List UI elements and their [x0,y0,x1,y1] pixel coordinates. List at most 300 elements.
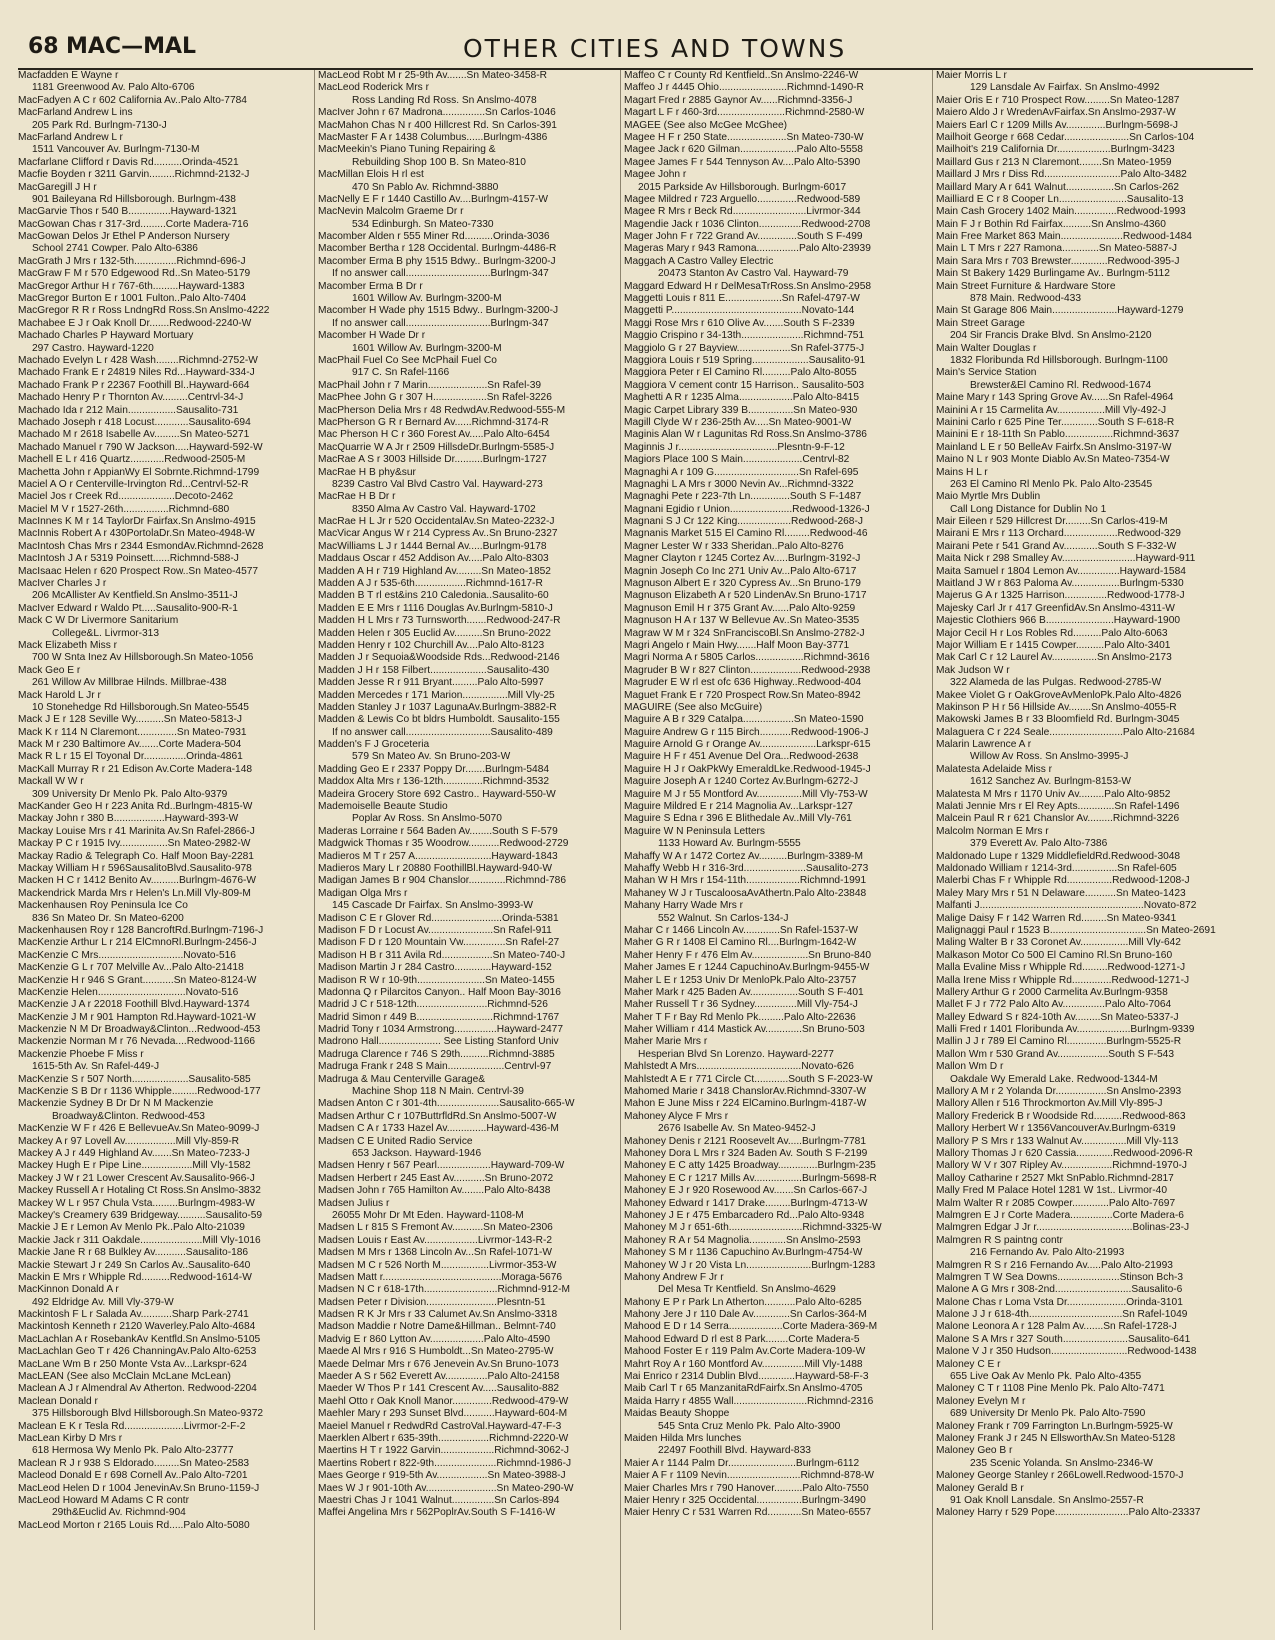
listing-entry: MacIntosh Chas Mrs r 2344 EsmondAv.Richmnd-2628 [18,540,264,552]
listing-entry: MacMillan Elois H rl est [318,169,424,181]
listing-entry: Maloney C E r [936,1358,1001,1370]
listing-entry: Mackie Jane R r 68 Bulkley Av...........Sausalito-186 [18,1247,249,1259]
listing-entry: Madden B T rl est&ins 210 Caledonia..Sausalito-60 [318,590,549,602]
column-divider [932,70,933,1630]
listing-entry: Main Street Furniture & Hardware Store [936,280,1116,292]
listing-address-line: 689 University Dr Menlo Pk. Palo Alto-7590 [950,1408,1146,1420]
listing-entry: Mack K r 114 N Claremont..............Sn Mateo-7931 [18,726,247,738]
listing-entry: Magnaghi A r 109 G..............................Sn Rafel-695 [624,466,859,478]
listing-entry: Mally Fred M Palace Hotel 1281 W 1st.. Livrmor-40 [936,1185,1167,1197]
listing-entry: Mackall W W r [18,776,84,788]
listing-address-line: 1601 Willow Av. Burlngm-3200-M [352,293,502,305]
listing-entry: Magee R Mrs r Beck Rd..........................Livrmor-344 [624,206,861,218]
listing-entry: Maguire Mildred E r 214 Magnolia Av...Larkspr-127 [624,801,853,813]
column-divider [314,70,315,1630]
listing-entry: Machado Manuel r 790 W Jackson.....Hayward-592-W [18,441,263,453]
listing-entry: Madison F D r Locust Av.......................Sn Rafel-911 [318,924,552,936]
listing-entry: Malarin Lawrence A r [936,739,1032,751]
listing-entry: Mackendrick Marda Mrs r Helen's Ln.Mill Vly-809-M [18,887,251,899]
listing-entry: Maher Henry F r 476 Elm Av....................Sn Bruno-840 [624,949,872,961]
listing-entry: Maidas Beauty Shoppe [624,1408,730,1420]
listing-entry: Maciel Jos r Creek Rd....................Decoto-2462 [18,491,234,503]
listing-entry: Main St Garage 806 Main.......................Hayward-1279 [936,305,1184,317]
listing-entry: MacPherson Delia Mrs r 48 RedwdAv.Redwood-555-M [318,404,566,416]
listing-entry: MacKenzie H r 946 S Grant...........Sn Mateo-8124-W [18,974,257,986]
listing-entry: Madieros M T r 257 A...........................Hayward-1843 [318,850,558,862]
listing-entry: Maggetti P..............................................Novato-144 [624,305,855,317]
listing-entry: Madsen Peter r Division.........................Plesntn-51 [318,1296,546,1308]
listing-entry: Machado Ida r 212 Main.................Sausalito-731 [18,404,239,416]
listing-entry: Mallery Arthur G r 2000 Carmelita Av.Burlngm-9358 [936,986,1168,998]
listing-entry: MacNevin Malcolm Graeme Dr r [318,206,464,218]
listing-entry: MacKall Murray R r 21 Edison Av.Corte Madera-148 [18,763,253,775]
listing-entry: MacKenzie J A r 22018 Foothill Blvd.Hayward-1374 [18,999,250,1011]
listing-entry: Maclean R J r 938 S Eldorado.........Sn Mateo-2583 [18,1457,250,1469]
listing-entry: Malla Evaline Miss r Whipple Rd.........Redwood-1271-J [936,962,1186,974]
listing-address-line: School 2741 Cowper. Palo Alto-6386 [32,243,198,255]
listing-address-line: Brewster&El Camino Rl. Redwood-1674 [970,379,1152,391]
listing-entry: Mack Geo E r [18,664,81,676]
listing-entry: MacRae H B Dr r [318,491,396,503]
listing-address-line: 836 Sn Mateo Dr. Sn Mateo-6200 [32,912,184,924]
listing-address-line: Hesperian Blvd Sn Lorenzo. Hayward-2277 [638,1048,834,1060]
listing-entry: Malatesta M Mrs r 1170 Univ Av.........Palo Alto-9852 [936,788,1171,800]
listing-entry: Mahlstedt A E r 771 Circle Ct............South S F-2023-W [624,1073,873,1085]
listing-entry: MacWilliams L J r 1444 Bernal Av.....Burlngm-9178 [318,540,547,552]
listing-address-line: 235 Scenic Yolanda. Sn Anslmo-2346-W [970,1457,1153,1469]
listing-entry: MacLeod Morton r 2165 Louis Rd.....Palo Alto-5080 [18,1519,250,1531]
listing-entry: MacVicar Angus W r 214 Cypress Av..Sn Bruno-2327 [318,528,558,540]
listing-entry: Mahony E P r Park Ln Atherton...........Palo Alto-6285 [624,1296,862,1308]
listing-entry: MacGowan Delos Jr Ethel P Anderson Nursery [18,231,230,243]
listing-entry: Mackay William H r 596SausalitoBlvd.Sausalito-978 [18,863,252,874]
listing-address-line: 206 McAllister Av Kentfield.Sn Anslmo-3511-J [32,590,238,602]
listing-entry: Magiors Place 100 S Main.....................Centrvl-82 [624,454,850,466]
listing-entry: Maggi Rose Mrs r 610 Olive Av.......South S F-2339 [624,317,855,329]
listing-entry: Madigan James B r 904 Chanslor.............Richmnd-786 [318,875,567,887]
listing-address-line: Call Long Distance for Dublin No 1 [950,503,1107,515]
listing-entry: Machado Evelyn L r 428 Wash........Richmnd-2752-W [18,354,258,366]
listing-entry: Maillard Gus r 213 N Claremont........Sn Mateo-1959 [936,156,1172,168]
listing-entry: Maloney Geo B r [936,1445,1013,1457]
listing-entry: Maling Walter B r 33 Coronet Av.................Mill Vly-642 [936,937,1181,949]
listing-entry: Maguet Frank E r 720 Prospect Row.Sn Mateo-8942 [624,689,861,701]
listing-entry: MacKenzie J M r 901 Hampton Rd.Hayward-1021-W [18,1011,256,1023]
listing-entry: Macomber H Wade phy 1515 Bdwy.. Burlngm-3200-J [318,305,559,317]
alpha-range: MAC—MAL [66,34,197,59]
listing-entry: MacGregor Burton E r 1001 Fulton..Palo Alto-7404 [18,293,247,305]
listing-entry: Mahoney Dora L Mrs r 324 Baden Av. South S F-2199 [624,1147,868,1159]
listing-entry: Mallory Herbert W r 1356VancouverAv.Burlngm-6319 [936,1123,1176,1135]
listing-entry: MacQuarrie W A Jr r 2509 HillsdeDr.Burlngm-5585-J [318,441,555,453]
listing-entry: MacRae H B phy&sur [318,466,416,478]
listing-entry: Magnaghi Pete r 223-7th Ln..............South S F-1487 [624,491,862,503]
listing-entry: Maloney Frank J r 245 N EllsworthAv.Sn Mateo-5128 [936,1432,1176,1444]
listing-column-4 [936,70,1236,1630]
listing-address-line: 2015 Parkside Av Hillsborough. Burlngm-6017 [638,181,847,193]
listing-address-line: 1511 Vancouver Av. Burlngm-7130-M [32,144,200,156]
listing-entry: Madison F D r 120 Mountain Vw...............Sn Rafel-27 [318,937,560,949]
listing-entry: Madsen John r 765 Hamilton Av........Palo Alto-8438 [318,1185,551,1197]
listing-entry: Major Cecil H r Los Robles Rd..........Palo Alto-6063 [936,627,1168,639]
listing-entry: Maehl Otto r Oak Knoll Manor..............Redwood-479-W [318,1395,569,1407]
listing-entry: Maine Mary r 143 Spring Grove Av......Sn Rafel-4964 [936,392,1174,404]
listing-entry: Maddox Alta Mrs r 136-12th..............Richmnd-3532 [318,776,550,788]
listing-entry: Mallin J J r 789 El Camino Rl..............Burlngm-5525-R [936,1036,1182,1048]
listing-entry: Mackey W L r 957 Chula Vsta.........Burlngm-4983-W [18,1197,255,1209]
listing-entry: MacMaster F A r 1438 Columbus......Burlngm-4386 [318,131,548,143]
listing-address-line: 1601 Willow Av. Burlngm-3200-M [352,342,502,354]
listing-entry: Madsen M C r 526 North M.................Livrmor-353-W [318,1259,557,1271]
listing-entry: MacLeod Howard M Adams C R contr [18,1494,189,1506]
listing-entry: Maier Charles Mrs r 790 Hanover..........Palo Alto-7550 [624,1482,869,1494]
listing-entry: Mahlstedt A Mrs.....................................Novato-626 [624,1061,854,1073]
listing-entry: Maldonado Lupe r 1329 MiddlefieldRd.Redwood-3048 [936,850,1181,862]
listing-entry: Mackey A r 97 Lovell Av..................Mill Vly-859-R [18,1135,239,1147]
listing-entry: Maguire H F r 451 Avenue Del Ora...Redwood-2638 [624,751,859,763]
listing-entry: Magee H F r 250 State.....................Sn Mateo-730-W [624,131,864,143]
listing-entry: Mallory P S Mrs r 133 Walnut Av................Mill Vly-113 [936,1135,1179,1147]
listing-entry: MAGUIRE (See also McGuire) [624,701,763,713]
listing-entry: Madruga & Mau Centerville Garage& [318,1073,486,1085]
listing-entry: MacKenzie C Mrs..............................Novato-516 [18,949,236,961]
listing-entry: Malmgren R S paintng contr [936,1234,1063,1246]
listing-address-line: 22497 Foothill Blvd. Hayward-833 [658,1445,811,1457]
listing-entry: Madruga Clarence r 746 S 29th..........Richmnd-3885 [318,1048,555,1060]
listing-entry: Macomber H Wade Dr r [318,330,426,342]
listing-entry: MacLeod Roderick Mrs r [318,82,429,94]
listing-entry: Mair Eileen r 529 Hillcrest Dr.........Sn Carlos-419-M [936,516,1168,528]
listing-entry: MacKander Geo H r 223 Anita Rd..Burlngm-4815-W [18,801,253,813]
listing-entry: Machado Henry P r Thornton Av.........Centrvl-34-J [18,392,244,404]
listing-entry: Magee James F r 544 Tennyson Av....Palo Alto-5390 [624,156,861,168]
listing-entry: Maestri Chas J r 1041 Walnut...............Sn Carlos-894 [318,1494,560,1506]
listing-address-line: 700 W Snta Inez Av Hillsborough.Sn Mateo-1056 [32,652,254,664]
listing-entry: Maita Samuel r 1804 Lemon Av...............Hayward-1584 [936,565,1186,577]
listing-entry: Magart Fred r 2885 Gaynor Av......Richmnd-3356-J [624,94,853,106]
listing-address-line: 204 Sir Francis Drake Blvd. Sn Anslmo-2120 [950,330,1152,342]
listing-entry: Maede Delmar Mrs r 676 Jenevein Av.Sn Bruno-1073 [318,1358,559,1370]
listing-entry: Madsen L r 815 S Fremont Av...........Sn Mateo-2306 [318,1222,553,1234]
listing-entry: MacLeod Helen D r 1004 JenevinAv.Sn Bruno-1159-J [18,1482,260,1494]
listing-entry: Mack M r 230 Baltimore Av.......Corte Madera-504 [18,739,242,751]
listing-entry: Maguire A B r 329 Catalpa..................Sn Mateo-1590 [624,714,864,726]
listing-entry: Maghetti A R r 1235 Alma...................Palo Alto-8415 [624,392,860,404]
listing-entry: Magner Clayton r 1245 Cortez Av.....Burlngm-3192-J [624,553,861,565]
listing-entry: Madrid Tony r 1034 Armstrong...............Hayward-2477 [318,1024,563,1036]
listing-entry: Maillard J Mrs r Diss Rd...........................Palo Alto-3482 [936,169,1187,181]
listing-entry: Maloney Gerald B r [936,1482,1024,1494]
listing-entry: MAGEE (See also McGee McGhee) [624,119,788,131]
listing-entry: Machado Charles P Hayward Mortuary [18,330,194,342]
listing-entry: Maher L E r 1253 Univ Dr MenloPk.Palo Alto-23757 [624,974,857,986]
listing-entry: Mackenzie Norman M r 76 Nevada....Redwood-1166 [18,1036,256,1048]
listing-entry: Macken H C r 1412 Benito Av..........Burlngm-4676-W [18,875,256,887]
listing-entry: Mackay P C r 1915 Ivy.................Sn Mateo-2982-W [18,838,251,850]
listing-address-line: Ross Landing Rd Ross. Sn Anslmo-4078 [352,94,537,106]
listing-entry: Mackintosh Kenneth r 2120 Waverley.Palo Alto-4684 [18,1321,256,1333]
listing-entry: Malmgren T W Sea Downs......................Stinson Bch-3 [936,1271,1184,1283]
listing-entry: Main F J r Bothin Rd Fairfax..........Sn Anslmo-4360 [936,218,1166,230]
listing-entry: Mahoney E C r 1217 Mills Av.................Burlngm-5698-R [624,1172,877,1184]
listing-entry: Maede Al Mrs r 916 S Humboldt...Sn Mateo-2795-W [318,1346,554,1358]
listing-entry: Madden Helen r 305 Euclid Av..........Sn Bruno-2022 [318,627,551,639]
listing-address-line: 8350 Alma Av Castro Val. Hayward-1702 [352,503,536,515]
listing-entry: MacKenzie W F r 426 E BellevueAv.Sn Mateo-9099-J [18,1123,260,1135]
listing-entry: Malati Jennie Mrs r El Rey Apts.............Sn Rafel-1496 [936,801,1180,813]
listing-entry: Machado M r 2618 Isabelle Av.........Sn Mateo-5271 [18,429,250,441]
listing-entry: MacIver Edward r Waldo Pt.....Sausalito-900-R-1 [18,602,238,614]
listing-entry: MacLean Kirby D Mrs r [18,1432,123,1444]
listing-entry: Mack Elizabeth Miss r [18,639,118,651]
listing-address-line: 309 University Dr Menlo Pk. Palo Alto-9379 [32,788,228,800]
listing-entry: Machado Joseph r 418 Locust............Sausalito-694 [18,416,251,428]
listing-address-line: 297 Castro. Hayward-1220 [32,342,154,354]
listing-entry: MacRae A S r 3003 Hillside Dr..........Burlngm-1727 [318,454,547,466]
page-number: 68 [28,34,59,59]
listing-entry: Maguire S Edna r 396 E Blithedale Av..Mill Vly-761 [624,813,852,825]
listing-entry: Main's Service Station [936,367,1037,379]
listing-entry: MacPherson G R r Bernard Av......Richmnd-3174-R [318,416,549,428]
listing-entry: Mallet F J r 772 Palo Alto Av...............Palo Alto-7064 [936,999,1172,1011]
listing-entry: MacGaregill J H r [18,181,97,193]
listing-entry: Main Walter Douglas r [936,342,1037,354]
listing-entry: Madsen Louis r East Av...................Livrmor-143-R-2 [318,1234,553,1246]
listing-entry: Mak Judson W r [936,664,1010,676]
listing-entry: Magnanis Market 515 El Camino Rl.........Redwood-46 [624,528,868,540]
listing-address-line: 29th&Euclid Av. Richmnd-904 [52,1507,186,1519]
listing-address-line: 8239 Castro Val Blvd Castro Val. Hayward-273 [332,478,543,490]
listing-entry: Maloney Frank r 709 Farrington Ln.Burlngm-5925-W [936,1420,1173,1432]
listing-entry: Malm Walter R r 2085 Cowper.............Palo Alto-7697 [936,1197,1176,1209]
listing-entry: Mairani Pete r 541 Grand Av............South S F-332-W [936,540,1177,552]
listing-entry: Malmgren R S r 216 Fernando Av.....Palo Alto-21993 [936,1259,1173,1271]
listing-entry: Mahon E June Miss r 224 ElCamino.Burlngm-4187-W [624,1098,867,1110]
listing-address-line: Broadway&Clinton. Redwood-453 [52,1110,205,1122]
listing-entry: Mahoney J E r 475 Embarcadero Rd...Palo Alto-9348 [624,1209,865,1221]
listing-entry: Maher William r 414 Mastick Av.............Sn Bruno-503 [624,1024,865,1036]
listing-entry: MacIntosh J A r 5319 Poinsett......Richmnd-588-J [18,553,239,565]
listing-entry: Maderas Lorraine r 564 Baden Av........South S F-579 [318,825,558,837]
listing-entry: Madrono Hall...................... See Listing Stanford Univ [318,1036,559,1048]
listing-entry: Madden A J r 535-6th..................Richmnd-1617-R [318,578,543,590]
listing-entry: Maggiora V cement contr 15 Harrison.. Sausalito-503 [624,379,865,391]
listing-entry: MacIver Charles J r [18,578,107,590]
listing-entry: Madson Maddie r Notre Dame&Hillman.. Belmnt-740 [318,1321,556,1333]
listing-entry: Mahoney Alyce F Mrs r [624,1110,729,1122]
listing-entry: Mahaffy W A r 1472 Cortez Av..........Burlngm-3389-M [624,850,863,862]
listing-entry: Mallory Frederick B r Woodside Rd..........Redwood-863 [936,1110,1186,1122]
listing-entry: Mahan W H Mrs r 154-11th...................Richmnd-1991 [624,875,867,887]
listing-entry: Maggetti Louis r 811 E....................Sn Rafel-4797-W [624,293,860,305]
listing-entry: Malone Chas r Loma Vsta Dr.....................Orinda-3101 [936,1296,1183,1308]
listing-entry: Maciel A O r Centerville-Irvington Rd...Centrvl-52-R [18,478,249,490]
listing-entry: Maley Mary Mrs r 51 N Delaware...........Sn Mateo-1423 [936,887,1186,899]
listing-entry: Makowski James B r 33 Bloomfield Rd. Burlngm-3045 [936,714,1180,726]
listing-entry: Main Sara Mrs r 703 Brewster.............Redwood-395-J [936,255,1180,267]
listing-entry: Machado Frank P r 22367 Foothill Bl..Hayward-664 [18,379,250,391]
listing-entry: MacLachlan A r RosebankAv Kentfld.Sn Anslmo-5105 [18,1333,261,1345]
listing-entry: Mainini E r 18-11th Sn Pablo.................Richmnd-3637 [936,429,1180,441]
listing-entry: Maguire H J r OakPkWy EmeraldLke.Redwood-1945-J [624,763,871,775]
listing-entry: Malignaggi Paul r 1523 B..................................Sn Mateo-2691 [936,924,1216,936]
listing-entry: Mailliard E C r 8 Cooper Ln........................Sausalito-13 [936,193,1184,205]
listing-entry: MacIsaac Helen r 620 Prospect Row..Sn Mateo-4577 [18,565,259,577]
listing-address-line: 655 Live Oak Av Menlo Pk. Palo Alto-4355 [950,1371,1142,1383]
listing-entry: Maillard Mary A r 641 Walnut.................Sn Carlos-262 [936,181,1180,193]
listing-address-line: 263 El Camino Rl Menlo Pk. Palo Alto-23545 [950,478,1153,490]
listing-entry: Majerus G A r 1325 Harrison...............Redwood-1778-J [936,590,1185,602]
listing-entry: Maier A r 1144 Palm Dr........................Burlngm-6112 [624,1457,860,1469]
listing-entry: MacGrath J Mrs r 132-5th...............Richmnd-696-J [18,255,246,267]
listing-entry: Mahoney Edward r 1417 Drake.........Burlngm-4713-W [624,1197,868,1209]
listing-entry: MacKenzie Arthur L r 214 ElCmnoRl.Burlngm-2456-J [18,937,257,949]
listing-entry: Maeder W Thos P r 141 Crescent Av.....Sausalito-882 [318,1383,560,1395]
listing-entry: Major William E r 1415 Cowper..........Palo Alto-3401 [936,639,1171,651]
listing-entry: MacRae H L Jr r 520 OccidentalAv.Sn Mateo-2232-J [318,516,555,528]
listing-entry: Madonna Q r Pilarcitos Canyon.. Half Moon Bay-3016 [318,986,561,998]
listing-entry: MacPhail John r 7 Marin.....................Sn Rafel-39 [318,379,542,391]
listing-entry: Maciel M V r 1527-26th................Richmnd-680 [18,503,230,515]
listing-entry: Malfanti J..........................................................Novato-872 [936,900,1197,912]
listing-address-line: 470 Sn Pablo Av. Richmnd-3880 [352,181,499,193]
listing-entry: Mahoney R A r 54 Magnolia.............Sn Anslmo-2593 [624,1234,861,1246]
listing-address-line: Machine Shop 118 N Main. Centrvl-39 [352,1086,524,1098]
listing-entry: Magnuson Elizabeth A r 520 LindenAv.Sn Bruno-1717 [624,590,867,602]
listing-entry: Mahoney E J r 920 Rosewood Av.......Sn Carlos-667-J [624,1185,868,1197]
listing-entry: Madsen Anton C r 301-4th......................Sausalito-665-W [318,1098,575,1110]
listing-entry: Madsen Arthur C r 107ButtrfldRd.Sn Anslmo-5007-W [318,1110,557,1122]
listing-entry: Maguire W N Peninsula Letters [624,825,765,837]
listing-entry: Mahony Jere J r 110 Dale Av.............Sn Carlos-364-M [624,1309,867,1321]
listing-entry: Madison R W r 10-9th........................Sn Mateo-1455 [318,974,555,986]
listing-entry: MacMahon Chas N r 400 Hillcrest Rd. Sn Carlos-391 [318,119,557,131]
listing-entry: Maher T F r Bay Rd Menlo Pk.........Palo Alto-22636 [624,1011,856,1023]
listing-entry: Madden E E Mrs r 1116 Douglas Av.Burlngm-5810-J [318,602,553,614]
listing-entry: Malaguera C r 224 Seale..........................Palo Alto-21684 [936,726,1195,738]
listing-entry: Maier Henry r 325 Occidental................Burlngm-3490 [624,1494,866,1506]
listing-address-line: 20473 Stanton Av Castro Val. Hayward-79 [658,268,849,280]
listing-entry: Magee Jack r 620 Gilman....................Palo Alto-5558 [624,144,863,156]
listing-entry: Maes George r 919-5th Av..................Sn Mateo-3988-J [318,1470,566,1482]
listing-entry: Mack J E r 128 Seville Wy..........Sn Mateo-5813-J [18,714,242,726]
listing-entry: Mahar C r 1466 Lincoln Av.............Sn Rafel-1537-W [624,924,859,936]
listing-entry: MacInnes K M r 14 TaylorDr Fairfax.Sn Anslmo-4915 [18,516,256,528]
listing-address-line: If no answer call..............................Burlngm-347 [332,317,549,329]
listing-entry: Mallon Wm r 530 Grand Av..................South S F-543 [936,1048,1174,1060]
listing-entry: Madison Martin J r 284 Castro.............Hayward-152 [318,962,552,974]
listing-entry: MacPhail Fuel Co See McPhail Fuel Co [318,354,497,366]
listing-entry: Macomber Erma B phy 1515 Bdwy.. Burlngm-3200-J [318,255,556,267]
listing-entry: Malone S A Mrs r 327 South.......................Sausalito-641 [936,1333,1191,1345]
listing-entry: Maloney Harry r 529 Pope..........................Palo Alto-23337 [936,1507,1201,1519]
listing-entry: Mac Pherson H C r 360 Forest Av.....Palo Alto-6454 [318,429,550,441]
listing-entry: Mallory W V r 307 Ripley Av..................Richmnd-1970-J [936,1160,1187,1172]
listing-entry: Maio Myrtle Mrs Dublin [936,491,1041,503]
listing-entry: Mailhoit's 219 California Dr...................Burlngm-3423 [936,144,1175,156]
listing-entry: Maclean E K r Tesla Rd.....................Livrmor-2-F-2 [18,1420,246,1432]
listing-entry: Mackenzie Phoebe F Miss r [18,1048,144,1060]
listing-entry: Magee John r [624,169,687,181]
listing-entry: Maher James E r 1244 CapuchinoAv.Burlngm-9455-W [624,962,870,974]
listing-entry: Maida Harry r 4855 Wall..........................Richmnd-2316 [624,1395,874,1407]
listing-entry: Maitland J W r 863 Paloma Av.................Burlngm-5330 [936,578,1184,590]
listing-entry: Main L T Mrs r 227 Ramona.............Sn Mateo-5887-J [936,243,1178,255]
listing-entry: MacGregor Arthur H r 767-6th.........Hayward-1383 [18,280,245,292]
listing-entry: Maggard Edward H r DelMesaTrRoss.Sn Anslmo-2958 [624,280,872,292]
listing-entry: Madigan Olga Mrs r [318,887,408,899]
listing-entry: Maggiora Louis r 519 Spring....................Sausalito-91 [624,354,866,366]
listing-entry: MacFadyen A C r 602 California Av..Palo Alto-7784 [18,94,247,106]
listing-entry: Magnaghi L A Mrs r 3000 Nevin Av...Richmnd-3322 [624,478,854,490]
listing-entry: Magnuson H A r 137 W Bellevue Av..Sn Mateo-3535 [624,615,860,627]
listing-entry: Maffeo J r 4445 Ohio........................Richmnd-1490-R [624,82,864,94]
listing-address-line: 375 Hillsborough Blvd Hillsborough.Sn Mateo-9372 [32,1408,264,1420]
listing-entry: Malloy Catharine r 2527 Mkt SnPablo.Richmnd-2817 [936,1172,1174,1184]
listing-address-line: 216 Fernando Av. Palo Alto-21993 [970,1247,1125,1259]
listing-entry: Mahoney E C atty 1425 Broadway..............Burlngm-235 [624,1160,876,1172]
listing-entry: Mahoney Denis r 2121 Roosevelt Av.....Burlngm-7781 [624,1135,866,1147]
listing-address-line: 492 Eldridge Av. Mill Vly-379-W [32,1296,174,1308]
listing-entry: Magner Lester W r 333 Sheridan..Palo Alto-8276 [624,540,844,552]
listing-entry: MacGarvie Thos r 540 B...............Hayward-1321 [18,206,237,218]
listing-address-line: 534 Edinburgh. Sn Mateo-7330 [352,218,494,230]
listing-entry: Malkason Motor Co 500 El Camino Rl.Sn Bruno-160 [936,949,1173,961]
listing-entry: MacLeod Robt M r 25-9th Av.......Sn Mateo-3458-R [318,70,547,81]
listing-entry: MacKenzie G L r 707 Melville Av...Palo Alto-21418 [18,962,244,974]
listing-entry: Madden J H r 158 Filbert....................Sausalito-430 [318,664,550,676]
listing-entry: Mackay John r 380 B..................Hayward-393-W [18,813,239,825]
column-divider [620,70,621,1630]
listing-column-2 [318,70,618,1630]
listing-entry: Madeira Grocery Store 692 Castro.. Hayward-550-W [318,788,556,800]
listing-address-line: College&L. Livrmor-313 [52,627,160,639]
listing-entry: MacLEAN (See also McClain McLane McLean) [18,1371,231,1383]
listing-entry: Malone J J r 618-4th.................................Sn Rafel-1049 [936,1309,1188,1321]
listing-entry: MacLane Wm B r 250 Monte Vsta Av...Larkspr-624 [18,1358,247,1370]
listing-address-line: Willow Av Ross. Sn Anslmo-3995-J [970,751,1129,763]
listing-entry: Madsen R K Jr Mrs r 33 Calumet Av.Sn Anslmo-3318 [318,1309,558,1321]
listing-entry: Mak Carl C r 12 Laurel Av................Sn Anslmo-2173 [936,652,1172,664]
listing-entry: Macomber Erma B Dr r [318,280,423,292]
listing-entry: Malige Daisy F r 142 Warren Rd.........Sn Mateo-9341 [936,912,1177,924]
page-title: OTHER CITIES AND TOWNS [463,34,847,63]
listing-entry: Magraw W M r 324 SnFranciscoBl.Sn Anslmo-2782-J [624,627,865,639]
listing-address-line: 261 Willow Av Millbrae Hilnds. Millbrae-438 [32,677,227,689]
listing-entry: Mainini Carlo r 625 Pine Ter.............South S F-618-R [936,416,1175,428]
listing-address-line: 552 Walnut. Sn Carlos-134-J [658,912,789,924]
listing-entry: Mains H L r [936,466,988,478]
listing-entry: Mackin E Mrs r Whipple Rd..........Redwood-1614-W [18,1271,252,1283]
listing-entry: Maguire Andrew G r 115 Birch...........Redwood-1906-J [624,726,869,738]
listing-entry: Maher Marie Mrs r [624,1036,708,1048]
listing-address-line: 1832 Floribunda Rd Hillsborough. Burlngm-1100 [950,354,1168,366]
listing-entry: Madden Jesse R r 911 Bryant.........Palo Alto-5997 [318,677,544,689]
listing-entry: Madsen N C r 618-17th..........................Richmnd-912-M [318,1284,570,1296]
listing-entry: Maher Russell T r 36 Sydney...............Mill Vly-754-J [624,999,858,1011]
listing-entry: Madsen M Mrs r 1368 Lincoln Av...Sn Rafel-1071-W [318,1247,553,1259]
listing-entry: Madden H L Mrs r 73 Turnsworth.......Redwood-247-R [318,615,561,627]
listing-entry: Maertins Robert r 822-9th......................Richmnd-1986-J [318,1457,572,1469]
listing-entry: MacNelly E F r 1440 Castillo Av....Burlngm-4157-W [318,193,549,205]
listing-entry: Main Street Garage [936,317,1025,329]
listing-column-1 [18,70,312,1630]
listing-entry: Macomber Alden r 555 Miner Rd..........Orinda-3036 [318,231,550,243]
listing-entry: Madieros Mary L r 20880 FoothillBl.Hayward-940-W [318,863,553,874]
listing-address-line: 545 Snta Cruz Menlo Pk. Palo Alto-3900 [658,1420,841,1432]
listing-entry: Macfarlane Clifford r Davis Rd..........Orinda-4521 [18,156,239,168]
listing-entry: Madden & Lewis Co bt bldrs Humboldt. Sausalito-155 [318,714,560,726]
